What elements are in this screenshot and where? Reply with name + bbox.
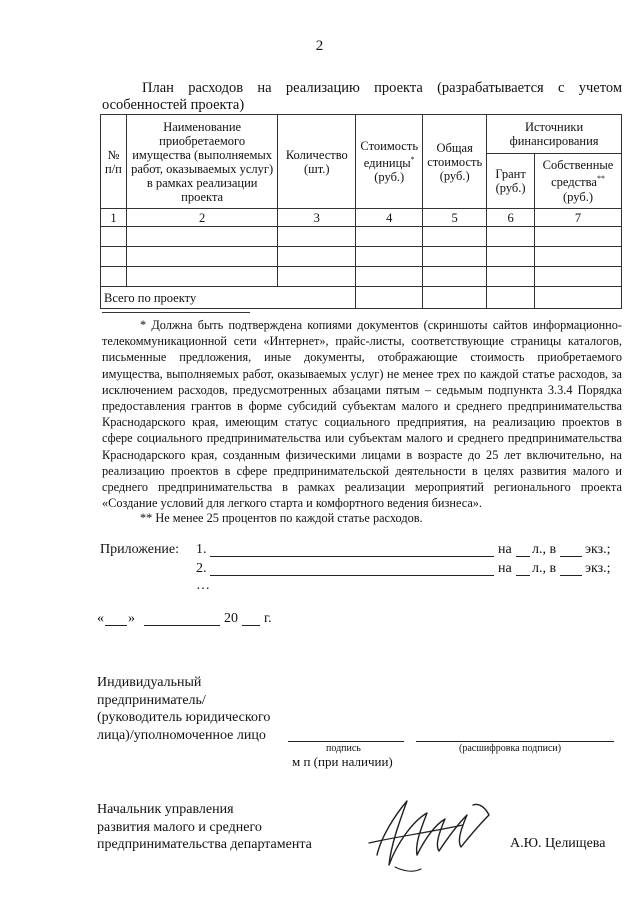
- column-number-cell: 2: [126, 209, 277, 227]
- empty-cell: [423, 267, 487, 287]
- empty-cell: [126, 247, 277, 267]
- signer-title-line: Индивидуальный: [97, 675, 202, 690]
- empty-cell: [535, 287, 622, 309]
- header-funding-sources: Источники финансирования: [487, 115, 622, 154]
- head-title-line: предпринимательства департамента: [97, 837, 312, 852]
- header-unit-cost: [356, 115, 423, 209]
- empty-cell: [487, 227, 535, 247]
- header-total-cost: Общая стоимость (руб.): [423, 115, 487, 209]
- appendix-item2-title-field[interactable]: [210, 575, 494, 576]
- column-number-cell: 5: [423, 209, 487, 227]
- footnote-mark-single: *: [410, 154, 415, 164]
- appendix-item1-number: 1.: [196, 542, 207, 557]
- table-row: [101, 267, 622, 287]
- head-name: А.Ю. Целищева: [510, 836, 606, 851]
- date-quote-open: «: [97, 611, 104, 626]
- empty-cell: [101, 247, 127, 267]
- appendix-na: на: [498, 561, 512, 576]
- column-number-cell: 4: [356, 209, 423, 227]
- footnote-separator: [102, 312, 250, 313]
- table-row: [101, 247, 622, 267]
- empty-cell: [356, 267, 423, 287]
- appendix-sheets-label: л., в: [532, 561, 557, 576]
- total-row: [101, 287, 622, 309]
- appendix-ellipsis: …: [196, 578, 210, 593]
- empty-cell: [126, 227, 277, 247]
- signature-caption: подпись: [326, 743, 361, 754]
- empty-cell: [126, 267, 277, 287]
- head-title: [97, 801, 312, 854]
- date-day-field[interactable]: [105, 625, 127, 626]
- column-number-cell: 3: [278, 209, 356, 227]
- appendix-sheets-label: л., в: [532, 542, 557, 557]
- expense-table: [100, 114, 622, 309]
- empty-cell: [101, 227, 127, 247]
- page-title: План расходов на реализацию проекта (разрабатывается с учетом особенностей проекта): [102, 80, 622, 113]
- head-title-line: Начальник управления: [97, 802, 234, 817]
- empty-cell: [278, 227, 356, 247]
- header-grant: Грант (руб.): [487, 154, 535, 209]
- footnote-double-asterisk: ** Не менее 25 процентов по каждой статье расходов.: [140, 511, 423, 525]
- column-number-cell: 1: [101, 209, 127, 227]
- appendix-na: на: [498, 542, 512, 557]
- column-number-cell: 7: [535, 209, 622, 227]
- table-row: [101, 227, 622, 247]
- empty-cell: [278, 267, 356, 287]
- column-number-row: [101, 209, 622, 227]
- date-month-field[interactable]: [144, 625, 220, 626]
- empty-cell: [423, 287, 487, 309]
- empty-cell: [356, 227, 423, 247]
- appendix-item2-copies-field[interactable]: [560, 575, 582, 576]
- empty-cell: [101, 267, 127, 287]
- head-title-line: развития малого и среднего: [97, 819, 262, 835]
- appendix-item1-copies-field[interactable]: [560, 556, 582, 557]
- date-year-field[interactable]: [242, 625, 260, 626]
- empty-cell: [535, 227, 622, 247]
- handwritten-signature: [355, 785, 505, 885]
- signature-transcript-caption: (расшифровка подписи): [459, 743, 562, 754]
- appendix-copies-label: экз.;: [585, 561, 611, 576]
- empty-cell: [356, 287, 423, 309]
- header-unit-cost-label: Стоимость единицы: [360, 138, 419, 171]
- header-unit-cost-unit: (руб.): [374, 170, 405, 185]
- signer-title-line: предприниматель/: [97, 692, 206, 708]
- empty-cell: [487, 287, 535, 309]
- date-quote-close: »: [128, 611, 135, 626]
- empty-cell: [535, 247, 622, 267]
- signer-title-line: (руководитель юридического: [97, 710, 271, 725]
- header-item-name: Наименование приобретаемого имущества (выполняемых работ, оказываемых услуг) в рамках реализации проекта: [126, 115, 277, 209]
- appendix-copies-label: экз.;: [585, 542, 611, 557]
- empty-cell: [487, 247, 535, 267]
- footnote-single-asterisk: * Должна быть подтверждена копиями документов (скриншоты сайтов информационно-телекоммуникационной сети «Интернет», прайс-листы, соответствующие страницы каталогов, письменные предложения, иные документы, отображающие стоимость приобретаемого имущества, выполняемых работ, оказываемых услуг) не менее трех по каждой статье расходов, за исключением расходов, предусмотренных абзацами пятым – седьмым подпункта 3.3.4 Порядка предоставления грантов в форме субсидий субъектам малого и среднего предпринимательства Краснодарского края, имеющим статус социального предприятия, на реализацию проектов в сфере социального предпринимательства или субъектам малого и среднего предпринимательства Краснодарского края, созданным физическими лицами в возрасте до 25 лет включительно, на реализацию проектов в сфере предпринимательской деятельности в целях развития малого и среднего предпринимательства в рамках реализации мероприятий регионального проекта «Создание условий для легкого старта и комфортного ведения бизнеса».: [102, 318, 622, 511]
- signature-transcript-field[interactable]: [416, 741, 614, 742]
- empty-cell: [423, 227, 487, 247]
- page-number: 2: [315, 38, 324, 54]
- empty-cell: [535, 267, 622, 287]
- header-quantity: Количество (шт.): [278, 115, 356, 209]
- column-number-cell: 6: [487, 209, 535, 227]
- header-own-funds: [535, 154, 622, 209]
- header-num: № п/п: [101, 115, 127, 209]
- signer-title: [97, 674, 270, 744]
- appendix-label: Приложение:: [100, 542, 180, 557]
- empty-cell: [356, 247, 423, 267]
- empty-cell: [423, 247, 487, 267]
- header-own-funds-unit: (руб.): [563, 189, 593, 204]
- empty-cell: [278, 247, 356, 267]
- stamp-place-label: м п (при наличии): [292, 754, 393, 769]
- date-year-prefix: 20: [224, 611, 238, 626]
- signer-title-line: лица)/уполномоченное лицо: [97, 727, 266, 743]
- signature-field[interactable]: [288, 741, 404, 742]
- appendix-item2-number: 2.: [196, 561, 207, 576]
- appendix-item2-sheets-field[interactable]: [516, 575, 530, 576]
- total-label: Всего по проекту: [101, 287, 356, 309]
- date-year-suffix: г.: [264, 611, 272, 626]
- appendix-item1-title-field[interactable]: [210, 556, 494, 557]
- appendix-item1-sheets-field[interactable]: [516, 556, 530, 557]
- empty-cell: [487, 267, 535, 287]
- header-own-funds-label: Собственные средства: [542, 158, 614, 190]
- footnote-mark-double: **: [596, 174, 605, 184]
